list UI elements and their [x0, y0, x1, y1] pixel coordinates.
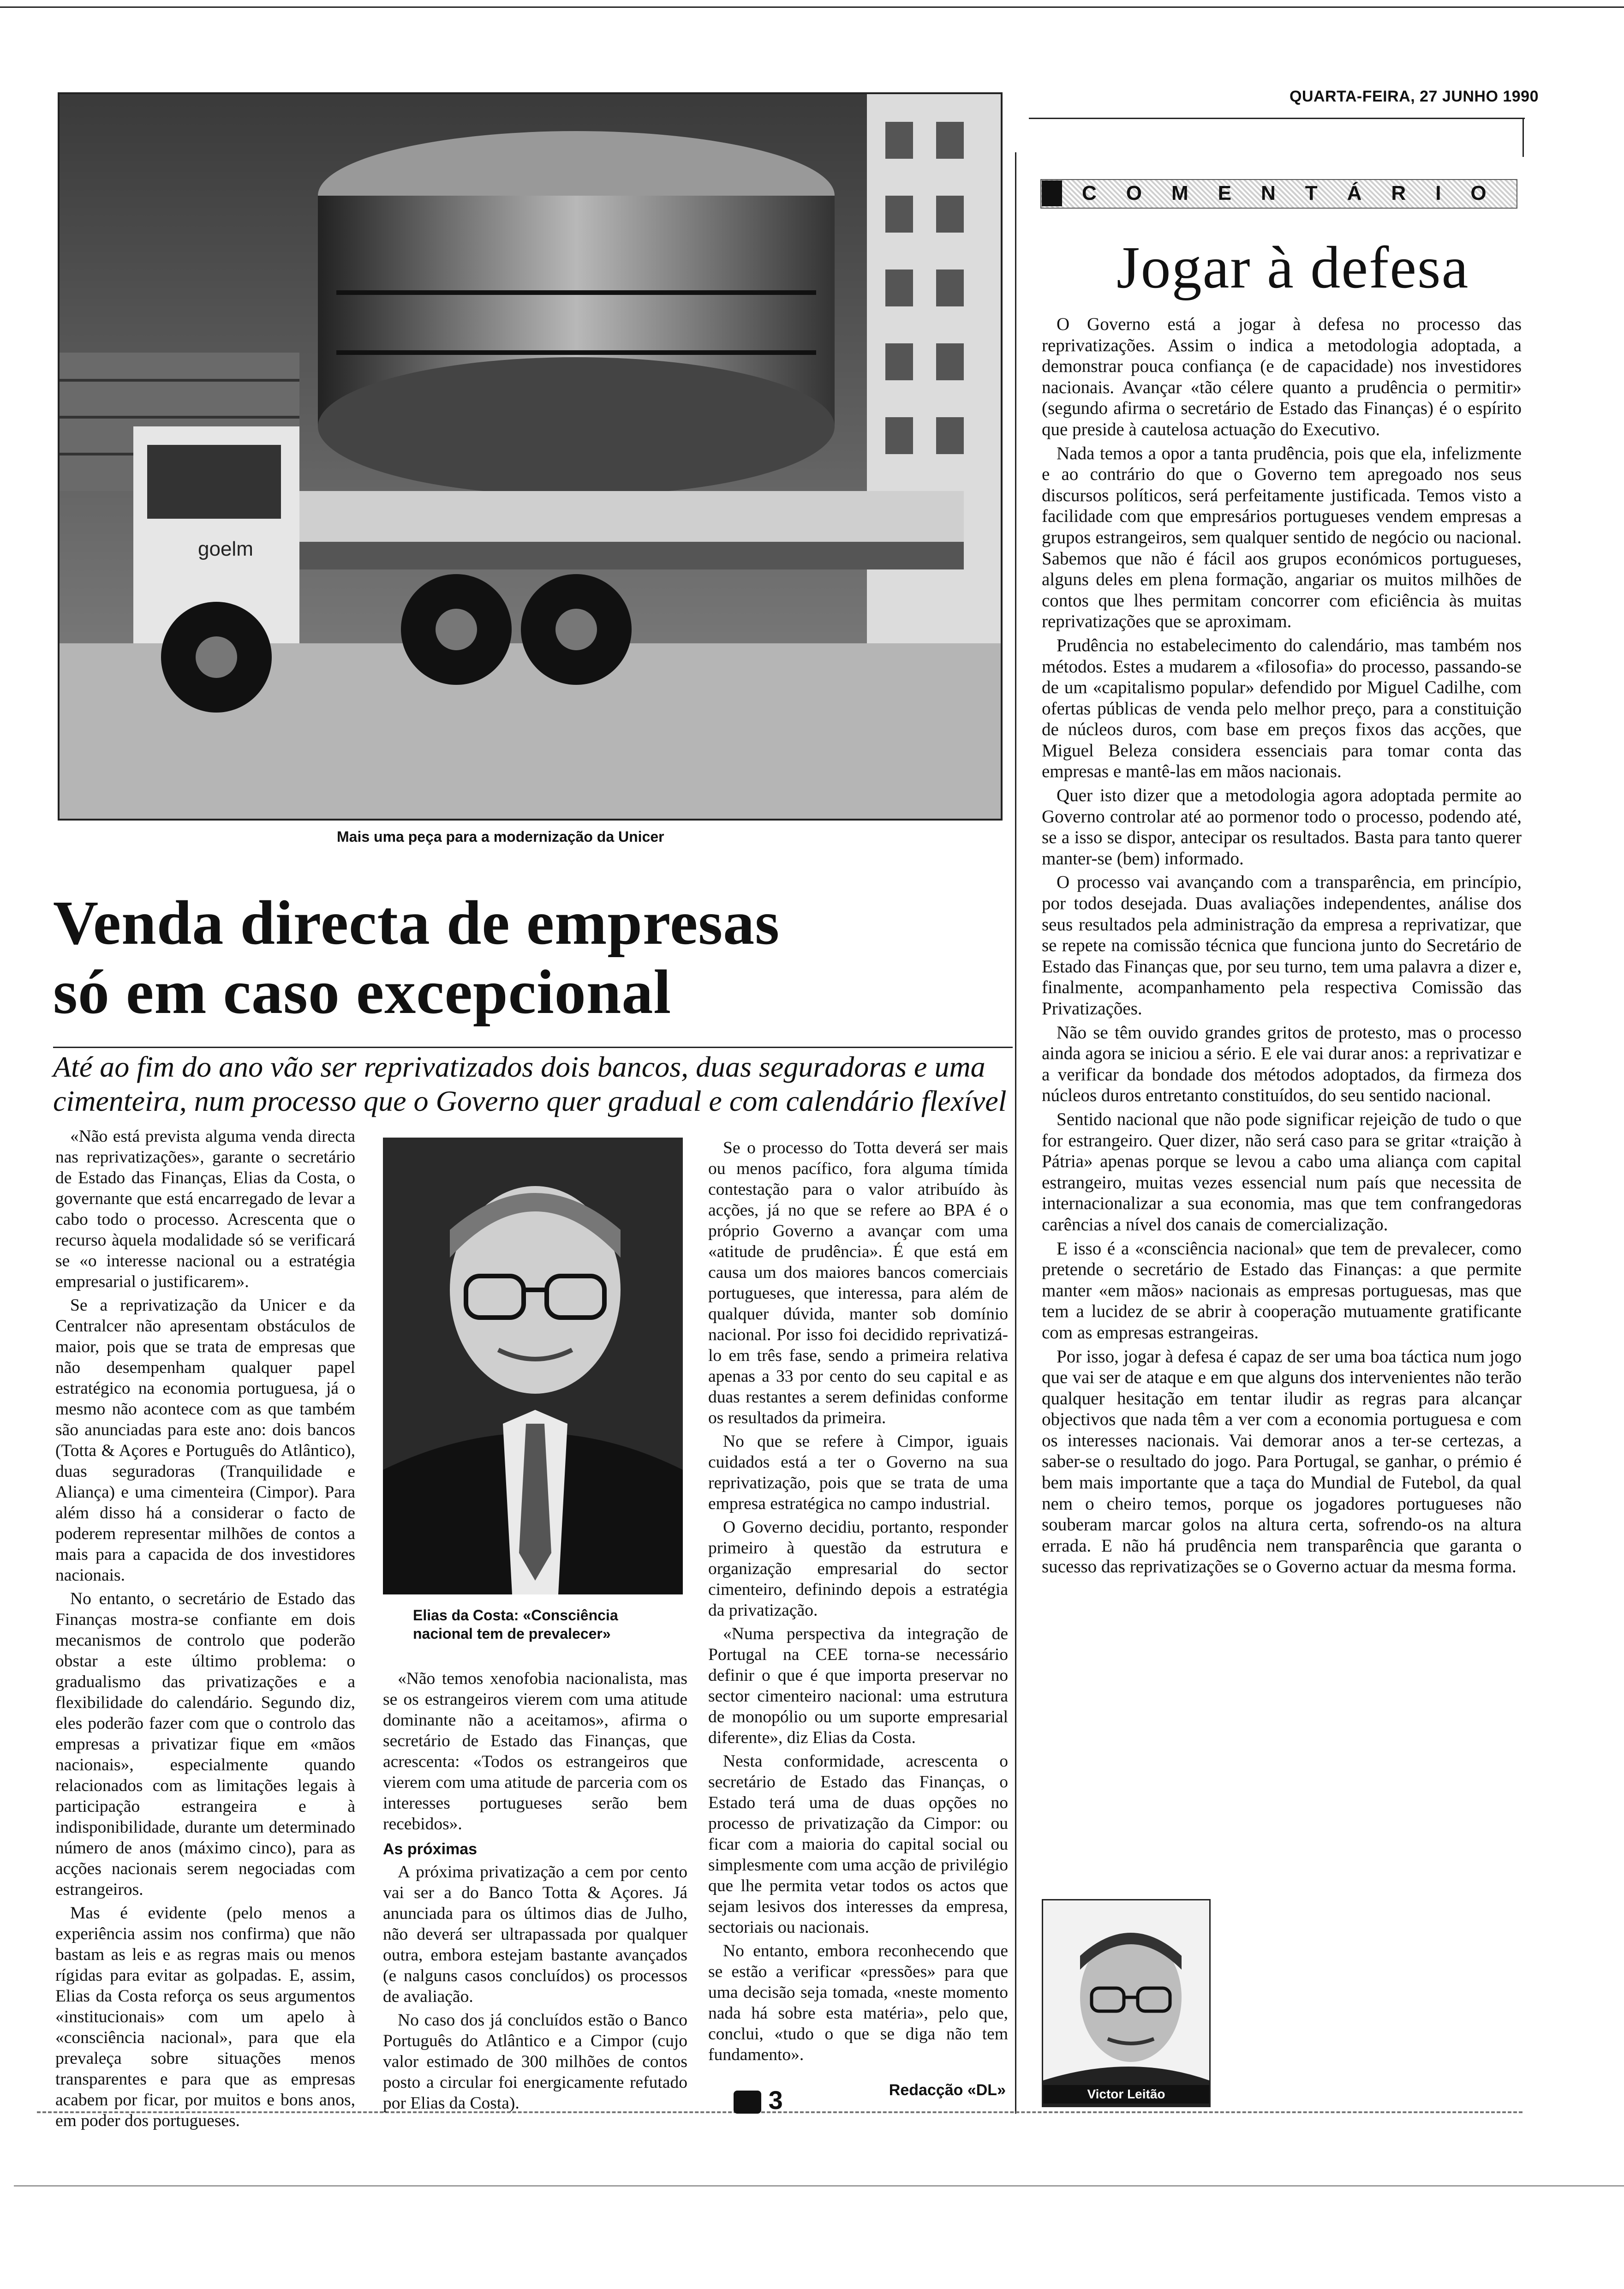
paragraph: Por isso, jogar à defesa é capaz de ser uma boa táctica num jogo que vai ser de ataque e em que alguns dos intervenientes não terão qualquer hesitação em tentar iludir as regras para alcançar objectivos que nada têm a ver com a economia portuguesa e com os interesses nacionais. Vai demorar anos a ter-se certezas, a saber-se o resultado do jogo. Para Portugal, se ganhar, o prémio é bem mais importante que a taça do Mundial de Futebol, da qual nem o cheiro temos, porque os jogadores portugueses não souberam marcar golos na altura certa, sofrendo-os na altura errada. E não há prudência nem transparência que garanta o sucesso das reprivatizações se o Governo actuar da mesma forma.: [1042, 1346, 1522, 1577]
headline-line-1: Venda directa de empresas: [53, 888, 780, 958]
portrait-caption: Elias da Costa: «Consciência nacional tem de prevalecer»: [413, 1607, 618, 1642]
date-rule: [1029, 118, 1525, 119]
article-column-2: [383, 1668, 687, 2116]
paragraph: No entanto, embora reconhecendo que se estão a verificar «pressões» para que uma decisão seja tomada, «neste momento nada há sobre esta matéria», pelo que, conclui, «tudo o que se diga não tem fundamento».: [708, 1941, 1008, 2064]
comentario-label: COMENTÁRIO: [1082, 182, 1516, 204]
corner-rule: [1522, 118, 1524, 157]
paragraph: Prudência no estabelecimento do calendário, mas também nos métodos. Estes a mudarem a «filosofia» do processo, passando-se de um «capitalismo popular» defendido por Miguel Cadilhe, com ofertas públicas de venda pelo melhor preço, para a constituição de núcleos duros, com base em preços fixos das acções, que Miguel Beleza considera essenciais para tomar conta das empresas e mantê-las em mãos nacionais.: [1042, 635, 1522, 782]
article-column-3: [708, 1138, 1008, 2068]
comentario-banner-block: [1042, 180, 1062, 206]
dl-logo-icon: [734, 2091, 761, 2114]
deck-rule: [53, 1047, 1013, 1048]
paragraph: «Não temos xenofobia nacionalista, mas se os estrangeiros vierem com uma atitude dominante não a aceitamos», afirma o secretário de Estado das Finanças, que acrescenta: «Todos os estrangeiros que vierem com uma atitude de parceria com os interesses portugueses serão bem recebidos».: [383, 1669, 687, 1834]
paragraph: E isso é a «consciência nacional» que tem de prevalecer, como pretende o secretário de Estado das Finanças: a que permite manter «em mãos» nacionais as empresas portuguesas, mas que tem a lucidez de se abrir à cooperação mutuamente gratificante com as empresas estrangeiras.: [1042, 1238, 1522, 1342]
paragraph: «Numa perspectiva da integração de Portugal na CEE torna-se necessário definir o que é que importa preservar no sector cimenteiro nacional: uma estrutura de monopólio ou um suporte empresarial diferente», diz Elias da Costa.: [708, 1624, 1008, 1747]
paragraph: Se o processo do Totta deverá ser mais ou menos pacífico, fora alguma tímida contestação para o valor atribuído às acções, já no que se refere ao BPA é o próprio Governo a avançar com uma «atitude de prudência». É que está em causa um dos maiores bancos comerciais portugueses, que interessa, para além de qualquer dúvida, manter sob domínio nacional. Por isso foi decidido reprivatizá-lo em três fase, sendo a primeira relativa apenas a 33 por cento do seu capital e as duas restantes a serem definidas conforme os resultados da primeira.: [708, 1139, 1008, 1427]
paragraph: Quer isto dizer que a metodologia agora adoptada permite ao Governo controlar até ao pormenor todo o processo, podendo até, se a isso se dispor, antecipar os resultados. Basta para tanto querer manter-se (bem) informado.: [1042, 785, 1522, 869]
bottom-rule: [14, 2185, 1624, 2187]
paragraph: O Governo decidiu, portanto, responder primeiro à questão da estrutura e organização empresarial do sector cimenteiro, definindo depois a estratégia da privatização.: [708, 1518, 1008, 1620]
dateline: QUARTA-FEIRA, 27 JUNHO 1990: [1290, 88, 1539, 105]
author-illustration: [1043, 1900, 1209, 2106]
paragraph: Nesta conformidade, acrescenta o secretário de Estado das Finanças, o Estado terá uma de duas opções no processo de privatização da Cimpor: ou ficar com a maioria do capital social ou simplesmente com uma acção de privilégio que lhe permita vetar todos os actos que sejam lesivos dos interesses da empresa, sectoriais ou nacionais.: [708, 1752, 1008, 1937]
paragraph: O Governo está a jogar à defesa no processo das reprivatizações. Assim o indica a metodologia adoptada, a demonstrar pouca confiança (e de capacidade) nos investidores nacionais. Avançar «tão célere quanto a prudência o permitir» (segundo afirma o secretário de Estado das Finanças) é o espírito que preside à cautelosa actuação do Executivo.: [1042, 314, 1522, 439]
paragraph: Sentido nacional que não pode significar rejeição de tudo o que for estrangeiro. Quer dizer, não será caso para se gritar «traição à Pátria» apenas porque se levou a cabo uma aliança com capital estrangeiro, muitas vezes essencial num país que necessita de internacionalizar a sua economia, mas que tem confrangedoras carências a nível dos canais de comercialização.: [1042, 1109, 1522, 1234]
portrait-photo: [383, 1138, 683, 1594]
paragraph: Não se têm ouvido grandes gritos de protesto, mas o processo ainda agora se iniciou a sério. E ele vai durar anos: a reprivatizar e a verificar da bondade dos métodos adoptados, da firmeza dos núcleos duros entretanto constituídos, do seu sentido nacional.: [1042, 1022, 1522, 1106]
author-photo: [1042, 1899, 1211, 2107]
page-number: [734, 2085, 783, 2115]
author-caption: Victor Leitão: [1043, 2085, 1209, 2103]
top-rule: [0, 6, 1624, 8]
paragraph: A próxima privatização a cem por cento vai ser a do Banco Totta & Açores. Já anunciada para os últimos dias de Julho, não deverá ser ultrapassada por qualquer outra, embora estejam bastante avançados (e nalguns casos concluídos) os processos de avaliação.: [383, 1863, 687, 2006]
subhead: As próximas: [383, 1840, 478, 1858]
truck-lettering: goelm: [198, 538, 253, 560]
paragraph: Mas é evidente (pelo menos a experiência assim nos confirma) que não bastam as leis e as regras mais ou menos rígidas para evitar as golpadas. E, assim, Elias da Costa reforça os seus argumentos «institucionais» com um apelo à «consciência nacional», para que ela prevaleça sobre situações menos transparentes e para que as empresas acabem por ficar, por muitos e bons anos, em poder dos portugueses.: [55, 1904, 355, 2130]
paragraph: No que se refere à Cimpor, iguais cuidados está a ter o Governo na sua reprivatização, pois que se trata de uma empresa estratégica no campo industrial.: [708, 1432, 1008, 1513]
article-column-1: [55, 1126, 355, 2134]
signoff: Redacção «DL»: [889, 2081, 1006, 2099]
comentario-body: [1042, 314, 1522, 1580]
paragraph: No caso dos já concluídos estão o Banco Português do Atlântico e a Cimpor (cujo valor estimado de 300 milhões de contos posto a circular foi energicamente refutado por Elias da Costa).: [383, 2011, 687, 2113]
portrait-illustration: [383, 1138, 683, 1594]
headline: [53, 888, 999, 1027]
page-number-text: 3: [768, 2085, 783, 2115]
column-separator-rule: [1015, 152, 1016, 2114]
paragraph: O processo vai avançando com a transparência, em princípio, por todos desejada. Duas avaliações independentes, análise dos seus resultados pela administração da empresa a reprivatizar, que se repete na comissão técnica que funciona junto do Secretário de Estado das Finanças que, por seu turno, tem uma palavra a dizer e, finalmente, acompanhamento pela respectiva Comissão das Privatizações.: [1042, 872, 1522, 1019]
paragraph: Nada temos a opor a tanta prudência, pois que ela, infelizmente e ao contrário do que o Governo tem apregoado nos seus discursos políticos, será perfeitamente justificada. Temos visto a facilidade com que empresários portugueses vendem empresas a grupos estrangeiros, sem qualquer sentido de negócio ou nacional. Sabemos que não é fácil aos grupos económicos portugueses, alguns deles em plena formação, angariar os muitos milhões de contos que lhes permitam concorrer com eficiência às muitas reprivatizações que se aproximam.: [1042, 443, 1522, 632]
paragraph: Se a reprivatização da Unicer e da Centralcer não apresentam obstáculos de maior, pois que se trata de empresas que não desempenham qualquer papel estratégico na economia portuguesa, já o mesmo não acontece com as que também são anunciadas para este ano: dois bancos (Totta & Açores e Português do Atlântico), duas seguradoras (Tranquilidade e Aliança) e uma cimenteira (Cimpor). Para além disso há a considerar o facto de poderem representar milhões de contos a mais para a capacida de dos investidores nacionais.: [55, 1296, 355, 1585]
paragraph: «Não está prevista alguma venda directa nas reprivatizações», garante o secretário de Estado das Finanças, Elias da Costa, o governante que está encarregado de levar a cabo todo o processo. Acrescenta que o recurso àquela modalidade só se verificará se «o interesse nacional ou a estratégia empresarial o justificarem».: [55, 1127, 355, 1291]
main-photo: [58, 92, 1003, 821]
deck: Até ao fim do ano vão ser reprivatizados dois bancos, duas seguradoras e uma cimenteira, num processo que o Governo quer gradual e com calendário flexível: [53, 1050, 1007, 1117]
main-photo-caption: Mais uma peça para a modernização da Unicer: [337, 828, 664, 845]
paragraph: No entanto, o secretário de Estado das Finanças mostra-se confiante em dois mecanismos de controlo que poderão obstar a este último problema: o gradualismo das privatizações e a flexibilidade do calendário. Segundo diz, eles poderão fazer com que o controlo das empresas a privatizar fique em «mãos nacionais», especialmente quando relacionados com as limitações legais à participação estrangeira e à indisponibilidade, durante um determinado número de anos (máximo cinco), para as acções nacionais serem negociadas com estrangeiros.: [55, 1589, 355, 1899]
truck-photo-illustration: [60, 94, 1001, 819]
headline-line-2: só em caso excepcional: [53, 958, 672, 1027]
comentario-title: Jogar à defesa: [1116, 234, 1469, 301]
